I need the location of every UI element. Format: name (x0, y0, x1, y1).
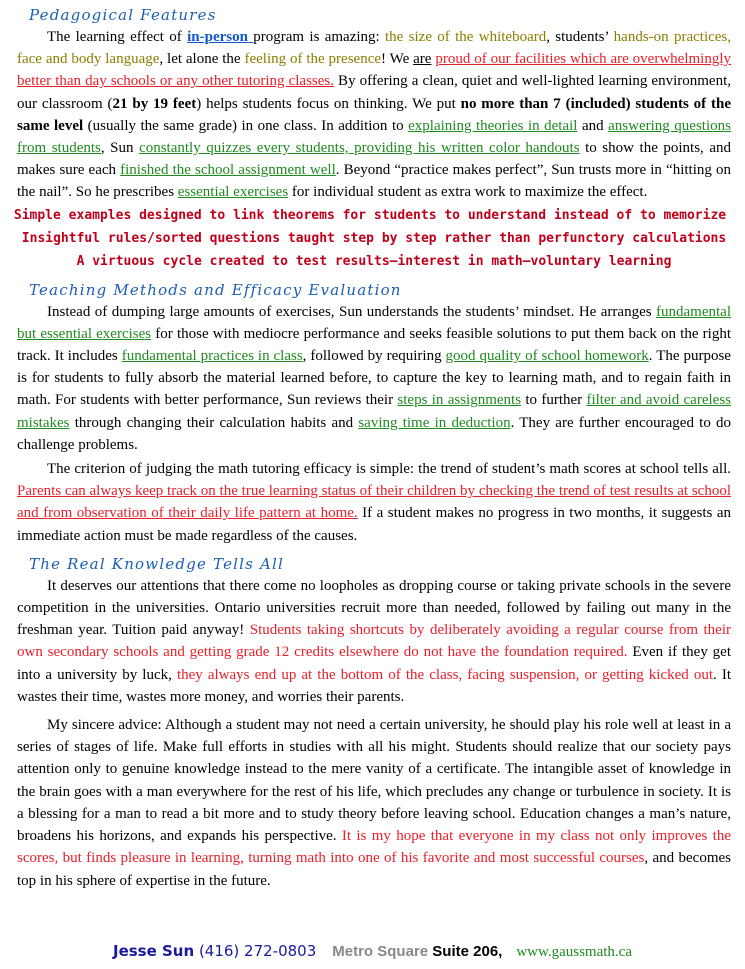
text-run: It deserves our attentions that there come no loopholes as dropping course or taking private schools in the severe competition in the universities. Ontario universities recruit more than needed, followed by failing out many in the freshman year. Tuition paid anyway! (17, 577, 731, 639)
text-run: through changing their calculation habits and (69, 414, 359, 431)
text-run: , Sun (100, 140, 140, 157)
paragraph-knowledge-1 (17, 575, 731, 708)
highlight-green: answering questions from students (17, 117, 731, 157)
text-run: . They are further encouraged to do challenge problems. (17, 414, 732, 453)
bold-text: no more than 7 (included) students of the same level (17, 95, 731, 134)
section-pedagogical-features (13, 4, 732, 273)
text-run: (usually the same grade) in one class. In addition to (83, 117, 409, 134)
footer-name: Jesse Sun (113, 942, 195, 960)
footer-website-link[interactable]: www.gaussmath.ca (516, 944, 632, 960)
highlight-red-underlined: proud of our facilities which are overwhelmingly better than day schools or any other tutoring classes. (17, 51, 731, 90)
text-run: ) helps students focus on thinking. We put (196, 95, 461, 112)
highlight-green: finished the school assignment well (120, 162, 336, 179)
text-run: and (577, 117, 609, 134)
text-run: , students’ (546, 29, 614, 45)
text-run: for those with mediocre performance and seeks feasible solutions to put them back on the right track. It includes (17, 325, 731, 365)
text-run: If a student makes no progress in two months, it suggests an immediate action must be made regardless of the causes. (17, 505, 731, 544)
highlight-green: steps in assignments (397, 392, 522, 409)
text-run: for individual student as extra work to maximize the effect. (288, 184, 648, 201)
footer-location: Metro Square (332, 943, 429, 960)
highlight-green: explaining theories in detail (408, 117, 578, 134)
text-run: , let alone the (159, 51, 245, 68)
text-run: , and becomes top in his sphere of expertise in the future. (17, 850, 731, 889)
highlight-green: good quality of school homework (445, 348, 649, 365)
highlight-green: fundamental but essential exercises (17, 303, 731, 342)
highlight-green: constantly quizzes every students, providing his written color handouts (139, 140, 580, 157)
text-run: The learning effect of (47, 29, 188, 45)
highlight-olive: feeling of the presence (244, 51, 382, 68)
highlight-line-3: A virtuous cycle created to test results—interest in math—voluntary learning (76, 253, 672, 269)
in-person-link[interactable]: in-person (187, 29, 254, 45)
section-heading-knowledge: The Real Knowledge Tells All (29, 554, 285, 573)
section-heading-pedagogical: Pedagogical Features (29, 6, 217, 24)
highlight-olive: hands-on practices, face and body language (17, 29, 732, 68)
section-teaching-methods (17, 279, 731, 547)
highlight-olive: the size of the whiteboard (385, 29, 547, 45)
highlight-green: essential exercises (177, 184, 289, 201)
paragraph-pedagogical (17, 26, 731, 204)
text-run: Instead of dumping large amounts of exercises, Sun understands the students’ mindset. He arranges (47, 303, 657, 320)
text-run: . Beyond “practice makes perfect”, Sun trusts more in “hitting on the nail”. So he prescribes (17, 162, 731, 201)
text-run: , followed by requiring (302, 348, 446, 365)
highlight-green: filter and avoid careless mistakes (17, 392, 731, 431)
bold-text: 21 by 19 feet (112, 95, 197, 112)
text-run: . The purpose is for students to fully absorb the material learned before, to capture the key to learning math, and to regain faith in math. For students with better performance, Sun reviews their (17, 348, 731, 409)
footer-suite: Suite 206, (428, 943, 503, 960)
highlight-green: saving time in deduction (358, 414, 511, 431)
paragraph-teaching-1 (17, 301, 731, 456)
section-heading-teaching: Teaching Methods and Efficacy Evaluation (29, 280, 402, 299)
text-run: to further (521, 392, 587, 409)
text-run: . It wastes their time, wastes more money, and worries their parents. (17, 666, 732, 705)
paragraph-knowledge-2 (17, 714, 731, 892)
text-run: The criterion of judging the math tutoring efficacy is simple: the trend of student’s math scores at school tells all. (47, 461, 731, 478)
highlight-line-1: Simple examples designed to link theorems for students to understand instead of to memorize (13, 207, 727, 223)
highlight-red: Students taking shortcuts by deliberately avoiding a regular course from their own secondary schools and getting grade 12 credits elsewhere do not have the foundation required. (17, 622, 731, 661)
highlight-line-2: Insightful rules/sorted questions taught step by step rather than perfunctory calculations (21, 230, 727, 246)
paragraph-teaching-2 (17, 458, 731, 547)
section-real-knowledge (17, 553, 731, 892)
highlight-red-underlined: Parents can always keep track on the true learning status of their children by checking the trend of test results at school and from observation of their daily life pattern at home. (17, 483, 731, 522)
text-run: program is amazing: (253, 29, 386, 45)
text-run: to show the points, and makes sure each (17, 140, 732, 179)
footer-phone: (416) 272-0803 (194, 942, 317, 960)
footer-contact (0, 938, 745, 964)
underlined-text: are (413, 51, 432, 68)
text-run: ! We (381, 51, 414, 68)
text-run: My sincere advice: Although a student may not need a certain university, he should play his role well at least in a series of stages of life. Make full efforts in studies with all his might. Students should realize that our society pays attention only to genuine knowledge instead to the mere vanity of a certificate. The intangible asset of knowledge in the brain goes with a man everywhere for the rest of his life, which precludes any change or turbulence in society. It is a blessing for a man to read a bit more and to study theory before leaving school. Education changes a man’s nature, broadens his horizons, and expands his perspective. (17, 717, 731, 845)
text-run: By offering a clean, quiet and well-lighted learning environment, our classroom ( (17, 73, 731, 112)
highlight-green: fundamental practices in class (121, 348, 303, 365)
highlight-red: It is my hope that everyone in my class not only improves the scores, but finds pleasure in learning, turning math into one of his favorite and most successful courses (17, 828, 731, 867)
highlight-red: they always end up at the bottom of the class, facing suspension, or getting kicked out (176, 666, 714, 683)
text-run: Even if they get into a university by luck, (17, 644, 731, 683)
